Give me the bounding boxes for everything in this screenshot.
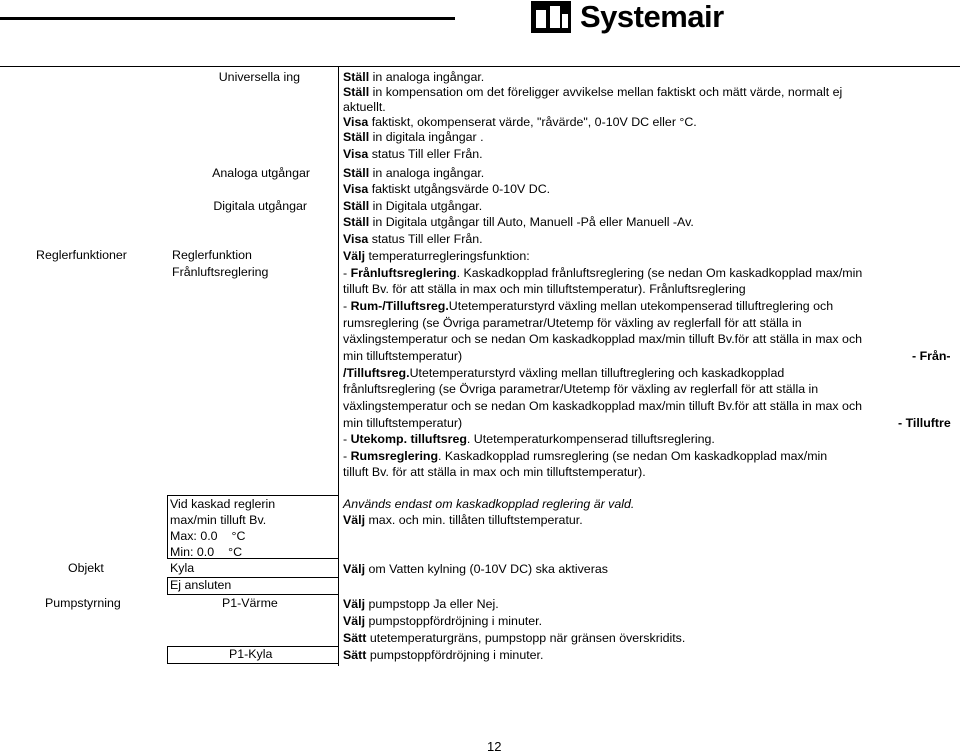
object-label-2[interactable]: Ej ansluten [170,578,232,592]
cascade-max: Max: 0.0 °C [170,529,246,543]
object-label-1: Kyla [170,561,195,575]
systemair-logo-icon [530,0,574,34]
pump-line-2: Välj pumpstoppfördröjning i minuter. [343,614,543,628]
analog-line-2: Visa faktiskt utgångsvärde 0-10V DC. [343,182,551,196]
digital-line-2: Ställ in Digitala utgångar till Auto, Manuell -På eller Manuell -Av. [343,215,694,229]
control-line-11: - Utekomp. tilluftsreg. Utetemperaturkompenserad tilluftsreglering. [343,432,715,446]
control-line-9: växlingstemperatur och se nedan Om kaskadkopplad max/min tilluft Bv.för att ställa in max och [343,399,863,413]
digital-line-1: Ställ in Digitala utgångar. [343,199,483,213]
universal-line-5: Ställ in digitala ingångar . [343,130,484,144]
object-section-label: Objekt [68,561,104,575]
control-line-2: tilluft Bv. för att ställa in max och min tilluftstemperatur). Frånluftsreglering [343,282,746,296]
control-line-6: min tilluftstemperatur) [343,349,463,363]
cascade-max-value[interactable]: 0.0 [200,529,218,543]
control-line-7: /Tilluftsreg.Utetemperaturstyrd växling mellan tilluftreglering och kaskadkopplad [343,366,785,380]
control-line-13: tilluft Bv. för att ställa in max och min tilluftstemperatur). [343,465,646,479]
analog-outputs-label: Analoga utgångar [212,166,310,180]
systemair-logo [530,0,760,38]
universal-line-1: Ställ in analoga ingångar. [343,70,485,84]
pump-line-1: Välj pumpstopp Ja eller Nej. [343,597,499,611]
control-line-10-right: - Tilluftre [898,416,951,430]
pump-line-3: Sätt utetemperaturgräns, pumpstopp när gränsen överskridits. [343,631,686,645]
digital-line-3: Visa status Till eller Från. [343,232,483,246]
control-line-12: - Rumsreglering. Kaskadkopplad rumsreglering (se nedan Om kaskadkopplad max/min [343,449,828,463]
cascade-label-2: max/min tilluft Bv. [170,513,267,527]
object-desc: Välj om Vatten kylning (0-10V DC) ska aktiveras [343,562,608,576]
analog-line-1: Ställ in analoga ingångar. [343,166,485,180]
pump-heat-label: P1-Värme [222,596,278,610]
universal-line-4: Visa faktiskt, okompenserat värde, "råvärde", 0-10V DC eller °C. [343,115,697,129]
control-line-6-right: - Från- [912,349,951,363]
control-intro: Välj temperaturregleringsfunktion: [343,249,530,263]
header-rule-left [0,17,455,20]
control-line-5: växlingstemperatur och se nedan Om kaskadkopplad max/min tilluft Bv.för att ställa in max och [343,332,863,346]
logo-wordmark: Systemair [580,0,724,34]
cascade-min-value[interactable]: 0.0 [196,545,215,559]
digital-outputs-label: Digitala utgångar [213,199,307,213]
control-line-1: - Frånluftsreglering. Kaskadkopplad frånluftsreglering (se nedan Om kaskadkopplad max/min [343,266,863,280]
control-section-label: Reglerfunktioner [36,248,127,262]
pump-section-label: Pumpstyrning [45,596,121,610]
pump-line-4: Sätt pumpstoppfördröjning i minuter. [343,648,544,662]
cascade-desc-2: Välj max. och min. tillåten tilluftstemperatur. [343,513,583,527]
control-line-4: rumsreglering (se Övriga parametrar/Utetemp för växling av reglerfall för att ställa in [343,316,802,330]
universal-line-3: aktuellt. [343,100,386,114]
page-number: 12 [487,739,502,754]
pump-cool-label: P1-Kyla [229,647,273,661]
universal-line-6: Visa status Till eller Från. [343,147,483,161]
cascade-desc-1: Används endast om kaskadkopplad reglering är vald. [343,497,635,511]
control-function-label: Reglerfunktion [172,248,252,262]
cascade-label-1: Vid kaskad reglerin [170,497,276,511]
control-line-8: frånluftsreglering (se Övriga parametrar/Utetemp för växling av reglerfall för att ställa in [343,382,819,396]
universal-inputs-label: Universella ing [218,70,300,84]
column-divider [338,66,339,666]
universal-line-2: Ställ in kompensation om det föreligger avvikelse mellan faktiskt och mätt värde, normalt ej [343,85,843,99]
control-function-value: Frånluftsreglering [172,265,269,279]
cascade-min: Min: 0.0 °C [170,545,243,559]
control-line-3: - Rum-/Tilluftsreg.Utetemperaturstyrd växling mellan utekompenserad tilluftreglering och [343,299,834,313]
control-line-10: min tilluftstemperatur) [343,416,463,430]
